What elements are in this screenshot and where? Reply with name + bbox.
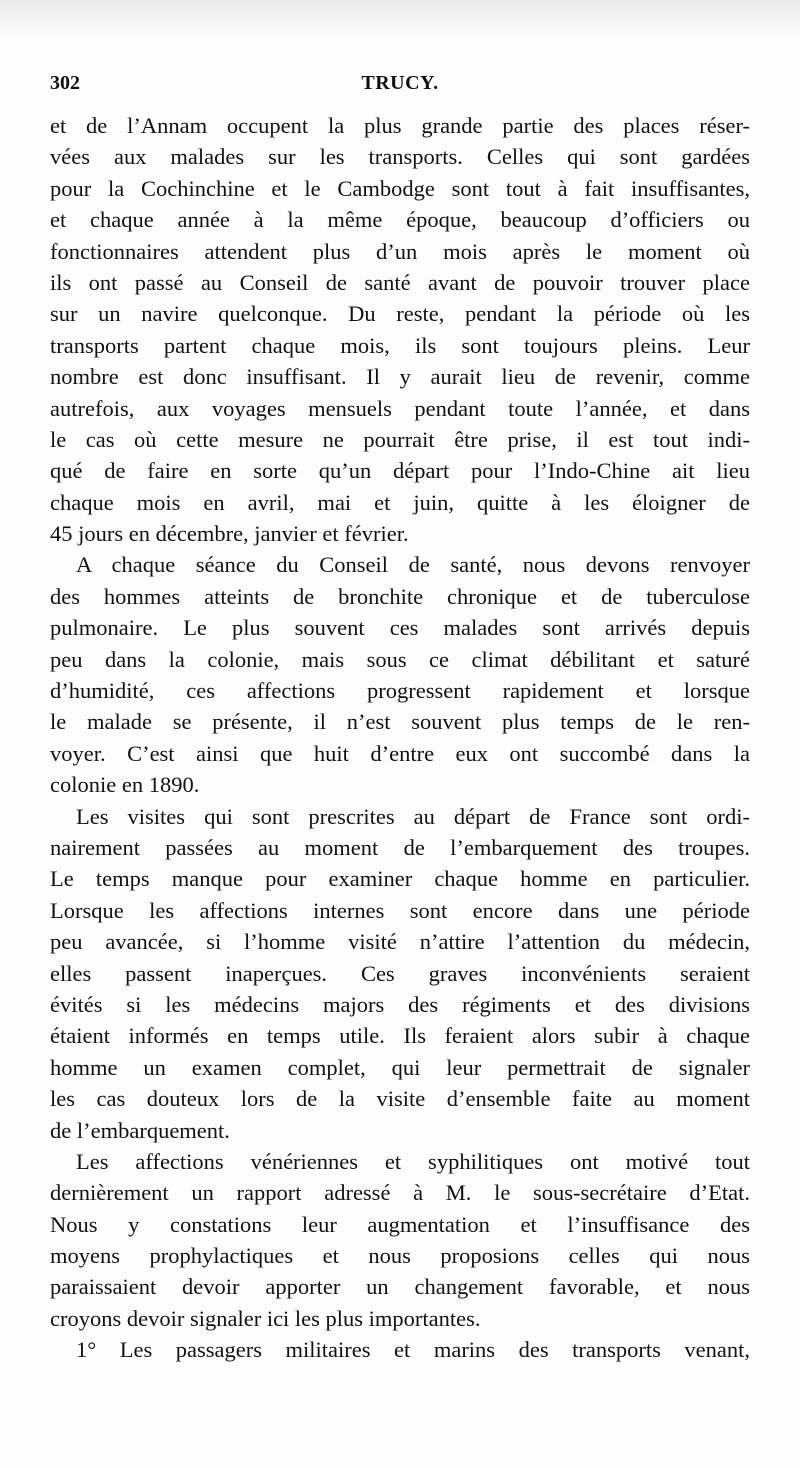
text-line: colonie en 1890. [50, 772, 200, 798]
text-line: étaient informés en temps utile. Ils feraient alors subir à chaque [50, 1023, 750, 1049]
page-top-shadow [0, 0, 800, 40]
text-line: dernièrement un rapport adressé à M. le sous-secrétaire d’Etat. [50, 1180, 750, 1206]
text-line: A chaque séance du Conseil de santé, nous devons renvoyer [76, 552, 750, 578]
text-line: Nous y constations leur augmentation et l’insuffisance des [50, 1211, 750, 1237]
text-line: le cas où cette mesure ne pourrait être prise, il est tout indi- [50, 426, 750, 452]
text-line: pulmonaire. Le plus souvent ces malades sont arrivés depuis [50, 615, 750, 641]
text-line: autrefois, aux voyages mensuels pendant toute l’année, et dans [50, 395, 750, 421]
text-line: Les visites qui sont prescrites au départ de France sont ordi- [76, 803, 750, 829]
page-number: 302 [50, 72, 80, 94]
text-line: évités si les médecins majors des régiments et des divisions [50, 991, 750, 1017]
text-line: pour la Cochinchine et le Cambodge sont tout à fait insuffisantes, [50, 175, 750, 201]
text-line: 1° Les passagers militaires et marins des transports venant, [76, 1337, 750, 1363]
text-line: voyer. C’est ainsi que huit d’entre eux ont succombé dans la [50, 740, 750, 766]
body-text [50, 110, 750, 1366]
running-head: TRUCY. [361, 72, 439, 94]
text-line: nombre est donc insuffisant. Il y aurait lieu de revenir, comme [50, 364, 750, 390]
text-line: chaque mois en avril, mai et juin, quitte à les éloigner de [50, 489, 750, 515]
text-line: d’humidité, ces affections progressent rapidement et lorsque [50, 678, 750, 704]
text-line: ils ont passé au Conseil de santé avant de pouvoir trouver place [50, 269, 750, 295]
text-line: Les affections vénériennes et syphilitiques ont motivé tout [76, 1148, 750, 1174]
text-line: et de l’Annam occupent la plus grande partie des places réser- [50, 113, 750, 138]
text-line: de l’embarquement. [50, 1117, 230, 1143]
text-line: paraissaient devoir apporter un changement favorable, et nous [50, 1274, 750, 1300]
text-line: le malade se présente, il n’est souvent plus temps de le ren- [50, 709, 750, 735]
text-line: elles passent inaperçues. Ces graves inconvénients seraient [50, 960, 750, 986]
text-line: vées aux malades sur les transports. Celles qui sont gardées [50, 144, 750, 170]
text-line: qué de faire en sorte qu’un départ pour l’Indo-Chine ait lieu [50, 458, 750, 484]
text-line: et chaque année à la même époque, beaucoup d’officiers ou [50, 207, 750, 233]
text-line: Le temps manque pour examiner chaque homme en particulier. [50, 866, 750, 892]
text-line: les cas douteux lors de la visite d’ensemble faite au moment [50, 1086, 750, 1112]
text-line: transports partent chaque mois, ils sont toujours pleins. Leur [50, 332, 750, 358]
text-line: nairement passées au moment de l’embarquement des troupes. [50, 834, 750, 860]
text-line: peu avancée, si l’homme visité n’attire l’attention du médecin, [50, 929, 750, 955]
text-line: Lorsque les affections internes sont encore dans une période [50, 897, 750, 923]
text-line: peu dans la colonie, mais sous ce climat débilitant et saturé [50, 646, 750, 672]
text-line: fonctionnaires attendent plus d’un mois après le moment où [50, 238, 750, 264]
text-line: 45 jours en décembre, janvier et février. [50, 521, 409, 547]
text-line: des hommes atteints de bronchite chronique et de tuberculose [50, 583, 750, 609]
text-line: sur un navire quelconque. Du reste, pendant la période où les [50, 301, 750, 327]
text-line: moyens prophylactiques et nous proposions celles qui nous [50, 1243, 750, 1269]
page-header [50, 72, 750, 102]
text-line: homme un examen complet, qui leur permettrait de signaler [50, 1054, 750, 1080]
text-line: croyons devoir signaler ici les plus importantes. [50, 1305, 481, 1331]
